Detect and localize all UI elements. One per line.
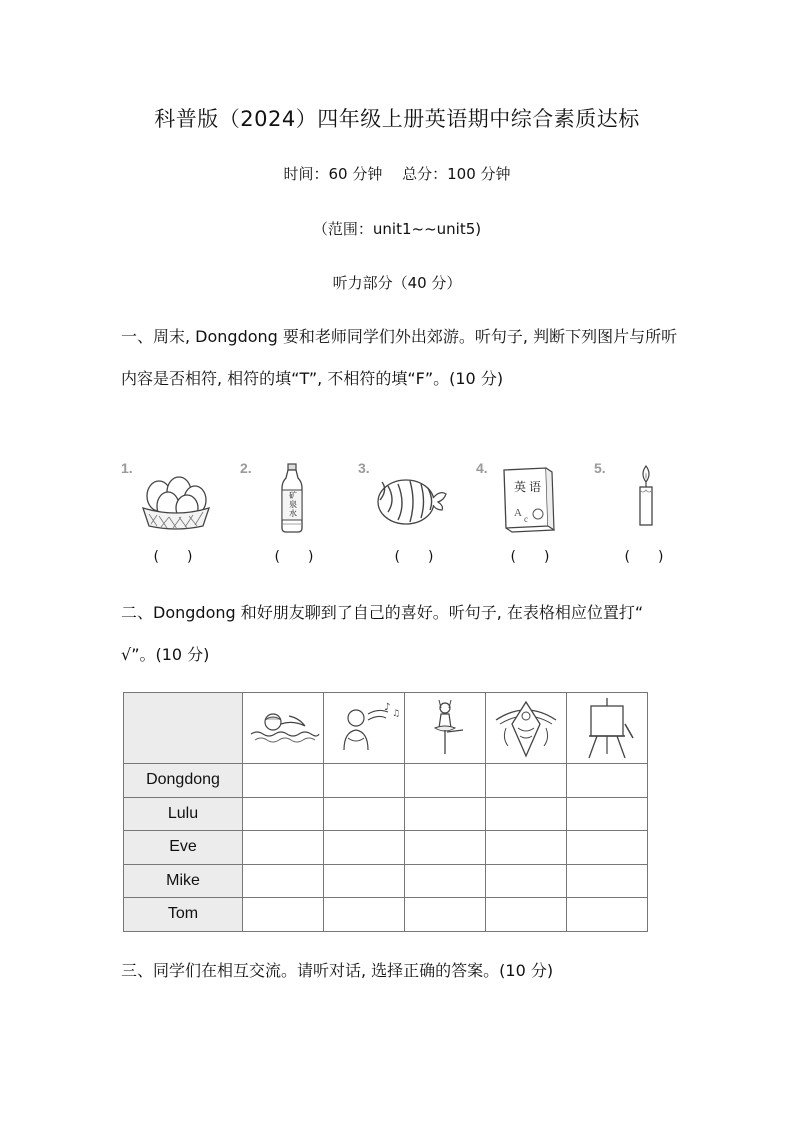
check-cell[interactable] bbox=[324, 898, 405, 932]
column-dancing bbox=[405, 693, 486, 764]
svg-text:♪: ♪ bbox=[384, 702, 391, 713]
table-row bbox=[124, 797, 648, 831]
exam-time-info: 时间：60 分钟 总分：100 分钟 bbox=[283, 165, 511, 183]
check-cell[interactable] bbox=[243, 898, 324, 932]
book-cover-text: 英语 bbox=[513, 480, 544, 494]
check-cell[interactable] bbox=[405, 831, 486, 865]
english-book-icon bbox=[476, 460, 586, 535]
check-cell[interactable] bbox=[486, 797, 567, 831]
table-row bbox=[124, 864, 648, 898]
svg-text:c: c bbox=[524, 514, 528, 524]
page-title: 科普版（2024）四年级上册英语期中综合素质达标 bbox=[154, 107, 640, 131]
column-drawing bbox=[567, 693, 648, 764]
check-cell[interactable] bbox=[567, 764, 648, 798]
check-cell[interactable] bbox=[405, 797, 486, 831]
drawing-easel-icon bbox=[567, 694, 647, 762]
question-4-picture bbox=[476, 460, 586, 535]
check-cell[interactable] bbox=[243, 797, 324, 831]
check-cell[interactable] bbox=[567, 898, 648, 932]
table-row bbox=[124, 898, 648, 932]
row-name: Mike bbox=[124, 864, 243, 898]
preferences-table bbox=[123, 692, 648, 932]
question-2-picture bbox=[240, 460, 350, 535]
check-cell[interactable] bbox=[405, 898, 486, 932]
answer-blank-2[interactable]: ( ) bbox=[274, 549, 314, 565]
answer-blank-4[interactable]: ( ) bbox=[510, 549, 550, 565]
check-cell[interactable] bbox=[486, 898, 567, 932]
question-3-picture bbox=[358, 460, 468, 535]
check-cell[interactable] bbox=[324, 764, 405, 798]
singing-icon bbox=[324, 694, 404, 762]
check-cell[interactable] bbox=[405, 864, 486, 898]
check-cell[interactable] bbox=[486, 764, 567, 798]
section1-instruction: 一、周末, Dongdong 要和老师同学们外出郊游。听句子, 判断下列图片与所听内容是否相符, 相符的填“T”, 不相符的填“F”。(10 分) bbox=[121, 327, 678, 388]
column-swimming bbox=[243, 693, 324, 764]
dancing-icon bbox=[405, 694, 485, 762]
watermelon-icon bbox=[358, 460, 468, 535]
answer-blank-1[interactable]: ( ) bbox=[153, 549, 193, 565]
table-row bbox=[124, 764, 648, 798]
question-number: 4. bbox=[476, 460, 488, 476]
check-cell[interactable] bbox=[486, 831, 567, 865]
table-row bbox=[124, 831, 648, 865]
svg-text:♫: ♫ bbox=[392, 709, 401, 719]
answer-blank-5[interactable]: ( ) bbox=[624, 549, 664, 565]
column-kite bbox=[486, 693, 567, 764]
answer-blank-3[interactable]: ( ) bbox=[394, 549, 434, 565]
question-number: 5. bbox=[594, 460, 606, 476]
check-cell[interactable] bbox=[243, 764, 324, 798]
kite-icon bbox=[486, 694, 566, 762]
check-cell[interactable] bbox=[243, 831, 324, 865]
egg-basket-icon bbox=[121, 460, 231, 535]
check-cell[interactable] bbox=[243, 864, 324, 898]
check-cell[interactable] bbox=[567, 797, 648, 831]
row-name: Tom bbox=[124, 898, 243, 932]
check-cell[interactable] bbox=[567, 831, 648, 865]
check-cell[interactable] bbox=[486, 864, 567, 898]
question-5-picture bbox=[594, 460, 704, 535]
candle-icon bbox=[594, 460, 704, 535]
bottle-label-text: 矿泉水 bbox=[289, 491, 297, 518]
table-corner-cell bbox=[124, 693, 243, 764]
question-1-picture bbox=[121, 460, 231, 535]
section3-instruction: 三、同学们在相互交流。请听对话, 选择正确的答案。(10 分) bbox=[121, 961, 554, 980]
check-cell[interactable] bbox=[324, 864, 405, 898]
question-number: 1. bbox=[121, 460, 133, 476]
column-singing bbox=[324, 693, 405, 764]
check-cell[interactable] bbox=[324, 831, 405, 865]
listening-section-heading: 听力部分（40 分） bbox=[332, 274, 462, 292]
table-header-row bbox=[124, 693, 648, 764]
row-name: Lulu bbox=[124, 797, 243, 831]
question-number: 2. bbox=[240, 460, 252, 476]
question-number: 3. bbox=[358, 460, 370, 476]
swimming-icon bbox=[243, 694, 323, 762]
check-cell[interactable] bbox=[405, 764, 486, 798]
row-name: Dongdong bbox=[124, 764, 243, 798]
exam-range: （范围：unit1~~unit5) bbox=[312, 220, 482, 238]
svg-text:A: A bbox=[514, 507, 522, 519]
row-name: Eve bbox=[124, 831, 243, 865]
check-cell[interactable] bbox=[324, 797, 405, 831]
check-cell[interactable] bbox=[567, 864, 648, 898]
section2-instruction: 二、Dongdong 和好朋友聊到了自己的喜好。听句子, 在表格相应位置打“ √”。(10 分) bbox=[121, 603, 644, 664]
